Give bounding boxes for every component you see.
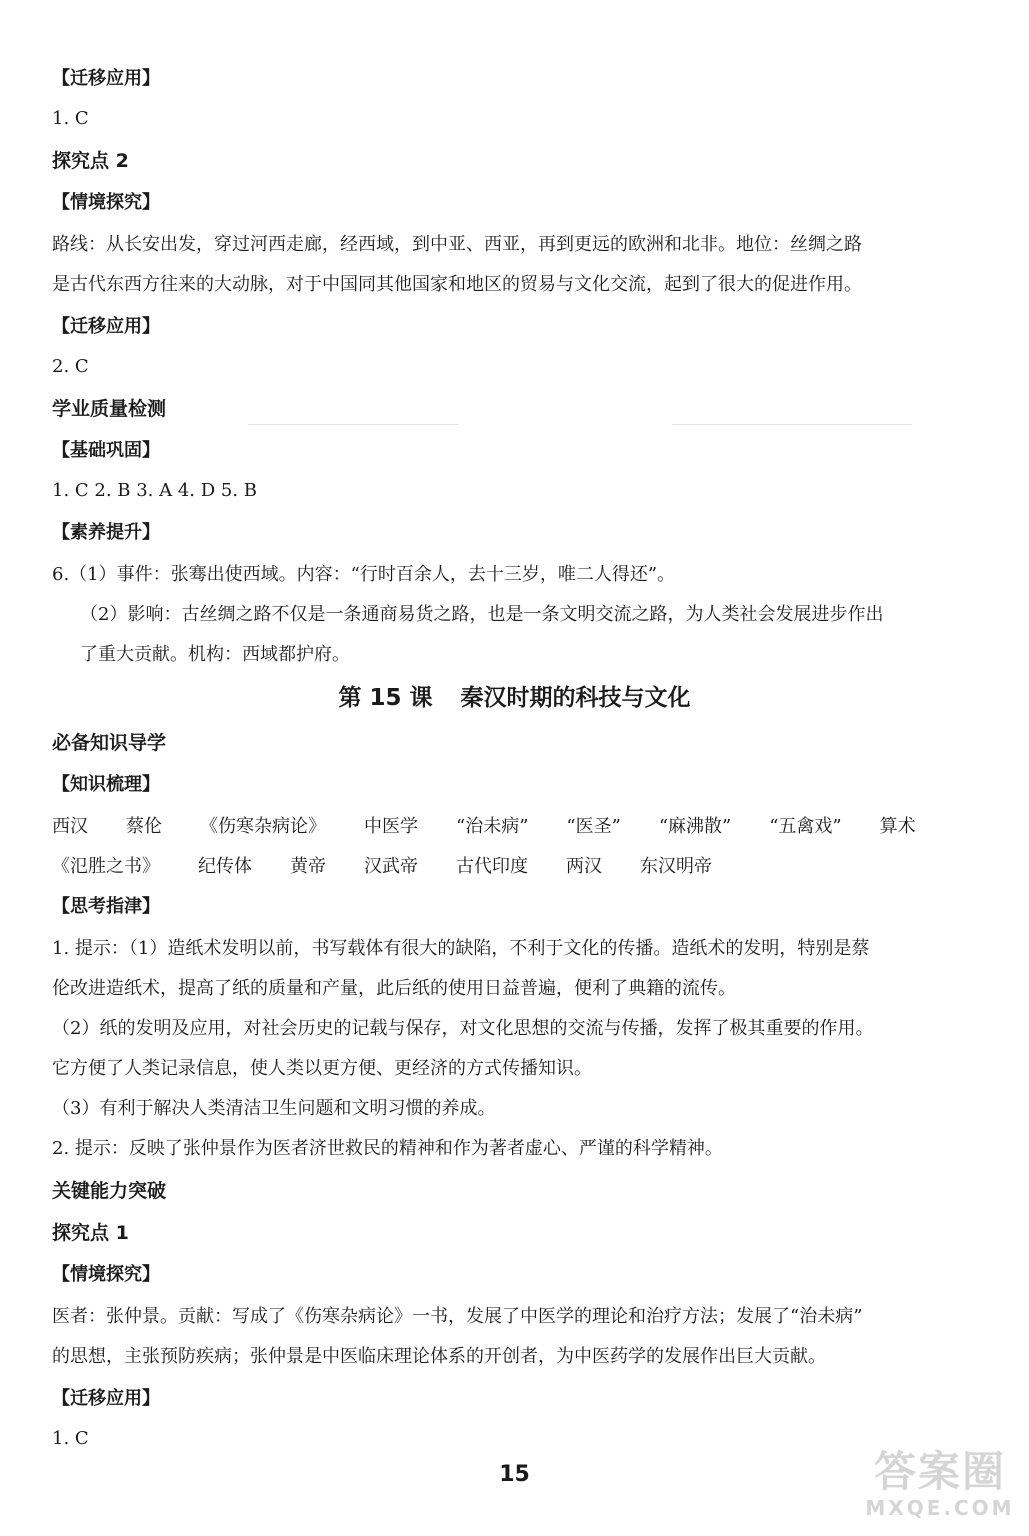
text-line: 1. C [52, 108, 89, 129]
term-item: “五禽戏” [769, 816, 842, 837]
term-item: 算术 [879, 816, 916, 837]
text-line: （3）有利于解决人类清洁卫生问题和文明习惯的养成。 [52, 1098, 496, 1119]
subsection-label: 【迁移应用】 [52, 316, 160, 337]
text-line: 6.（1）事件：张骞出使西域。内容：“行时百余人，去十三岁，唯二人得还”。 [52, 564, 676, 585]
section-heading: 关键能力突破 [52, 1180, 167, 1202]
subsection-label: 【思考指津】 [52, 896, 160, 917]
text-line: 它方便了人类记录信息，使人类以更方便、更经济的方式传播知识。 [52, 1058, 592, 1079]
term-item: 中医学 [364, 816, 418, 837]
term-item: 黄帝 [290, 856, 326, 877]
subsection-label: 【知识梳理】 [52, 774, 160, 795]
subsection-label: 【素养提升】 [52, 522, 160, 543]
divider [672, 424, 912, 425]
term-item: 东汉明帝 [640, 856, 712, 877]
terms-row-1 [52, 814, 954, 840]
text-line: 2. C [52, 356, 89, 377]
divider [248, 424, 458, 425]
term-item: 蔡伦 [126, 816, 162, 837]
text-line: 1. C 2. B 3. A 4. D 5. B [52, 480, 258, 501]
term-item: “医圣” [566, 816, 621, 837]
text-line: 1. C [52, 1428, 89, 1449]
watermark-url: MXQE.COM [865, 1496, 1015, 1520]
text-line: 了重大贡献。机构：西域都护府。 [80, 644, 350, 665]
terms-row-2 [52, 854, 750, 880]
text-line: 的思想，主张预防疾病；张仲景是中医临床理论体系的开创者，为中医药学的发展作出巨大贡献。 [52, 1346, 826, 1367]
text-line: 路线：从长安出发，穿过河西走廊，经西域，到中亚、西亚，再到更远的欧洲和北非。地位：丝绸之路 [52, 234, 862, 255]
text-line: 1. 提示：（1）造纸术发明以前，书写载体有很大的缺陷，不利于文化的传播。造纸术的发明，特别是蔡 [52, 938, 870, 959]
lesson-name: 秦汉时期的科技与文化 [460, 685, 691, 711]
term-item: “麻沸散” [658, 816, 732, 837]
page-number: 15 [499, 1462, 530, 1487]
text-line: （2）影响：古丝绸之路不仅是一条通商易货之路，也是一条文明交流之路，为人类社会发展进步作出 [80, 604, 884, 625]
text-line: （2）纸的发明及应用，对社会历史的记载与保存，对文化思想的交流与传播，发挥了极其重要的作用。 [52, 1018, 874, 1039]
term-item: “治未病” [456, 816, 529, 837]
lesson-title [0, 682, 1029, 714]
section-heading: 学业质量检测 [52, 398, 167, 420]
section-heading: 探究点 1 [52, 1222, 129, 1244]
subsection-label: 【情境探究】 [52, 1264, 160, 1285]
watermark-logo [865, 1448, 1015, 1528]
term-item: 古代印度 [456, 856, 528, 877]
section-heading: 探究点 2 [52, 150, 129, 172]
subsection-label: 【迁移应用】 [52, 1388, 160, 1409]
subsection-label: 【基础巩固】 [52, 440, 160, 461]
text-line: 医者：张仲景。贡献：写成了《伤寒杂病论》一书，发展了中医学的理论和治疗方法；发展了“治未病” [52, 1306, 863, 1327]
subsection-label: 【情境探究】 [52, 192, 160, 213]
watermark-title: 答案圈 [873, 1447, 1006, 1496]
term-item: 《氾胜之书》 [52, 856, 160, 877]
section-heading: 必备知识导学 [52, 732, 167, 754]
term-item: 汉武帝 [364, 856, 418, 877]
term-item: 西汉 [52, 816, 88, 837]
term-item: 纪传体 [198, 856, 252, 877]
term-item: 《伤寒杂病论》 [200, 816, 326, 837]
text-line: 是古代东西方往来的大动脉，对于中国同其他国家和地区的贸易与文化交流，起到了很大的促进作用。 [52, 274, 862, 295]
subsection-label: 【迁移应用】 [52, 68, 160, 89]
term-item: 两汉 [566, 856, 602, 877]
text-line: 伦改进造纸术，提高了纸的质量和产量，此后纸的使用日益普遍，便利了典籍的流传。 [52, 978, 736, 999]
text-line: 2. 提示：反映了张仲景作为医者济世救民的精神和作为著者虚心、严谨的科学精神。 [52, 1138, 723, 1159]
lesson-number: 第 15 课 [338, 685, 433, 711]
